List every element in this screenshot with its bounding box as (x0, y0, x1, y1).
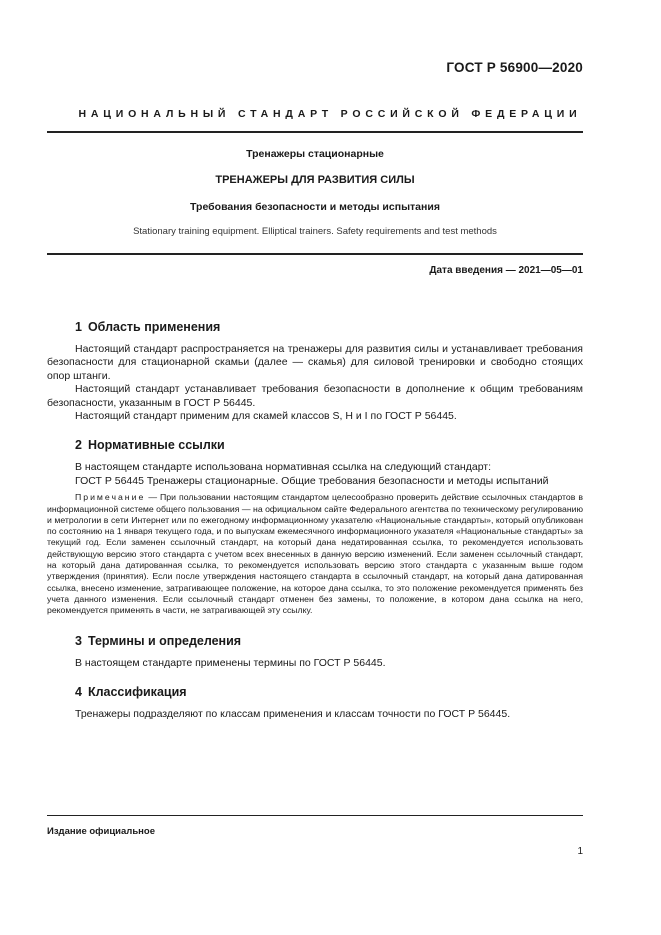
note-label: Примечание (75, 492, 146, 503)
section-4-title: Классификация (87, 684, 187, 699)
footer-divider (47, 815, 583, 816)
reference-note (47, 492, 583, 616)
document-title: ТРЕНАЖЕРЫ ДЛЯ РАЗВИТИЯ СИЛЫ (215, 174, 415, 186)
note-text: — При пользовании настоящим стандартом целесообразно проверить действие ссылочных стандартов в информационной системе общего пользования — на официальном сайте Федерального агентства по техническому регулированию и метрологии в сети Интернет или по ежегодному информационному указателю «Национальные стандарты», который опубликован по состоянию на 1 января текущего года, и по выпускам ежемесячного информационного указателя «Национальные стандарты» за текущий год. Если заменен ссылочный стандарт, на который дана недатированная ссылка, то рекомендуется использовать действующую версию этого стандарта с учетом всех внесенных в данную версию изменений. Если заменен ссылочный стандарт, на который дана датированная ссылка, то рекомендуется использовать версию этого стандарта с указанным выше годом утверждения (принятия). Если после утверждения настоящего стандарта в ссылочный стандарт, на который дана датированная ссылка, внесено изменение, затрагивающее положение, на которое дана ссылка, то это положение рекомендуется применять без учета данного изменения. Если ссылочный стандарт отменен без замены, то положение, в котором дана ссылка на него, рекомендуется применять в части, не затрагивающей эту ссылку. (47, 492, 583, 616)
title-subtitle-1: Тренажеры стационарные (246, 148, 384, 160)
section-2-number: 2 (75, 438, 82, 453)
section-3-number: 3 (75, 633, 82, 648)
section-4-number: 4 (75, 684, 82, 699)
section-1-paragraph-2: Настоящий стандарт устанавливает требования безопасности в дополнение к общим требованиям безопасности, указанным в ГОСТ Р 56445. (47, 383, 583, 409)
section-3-paragraph-1: В настоящем стандарте применены термины по ГОСТ Р 56445. (75, 656, 386, 669)
section-1-number: 1 (75, 320, 82, 334)
national-standard-banner: НАЦИОНАЛЬНЫЙ СТАНДАРТ РОССИЙСКОЙ ФЕДЕРАЦИИ (78, 108, 582, 120)
section-1-paragraph-3: Настоящий стандарт применим для скамей классов S, H и I по ГОСТ Р 56445. (75, 410, 457, 423)
document-body (47, 320, 583, 721)
section-1-heading (47, 320, 583, 334)
section-1-paragraph-1: Настоящий стандарт распространяется на тренажеры для развития силы и устанавливает требования безопасности для стационарной скамьи (далее — скамья) для силовой тренировки и свободно стоящих опор штанги. (47, 343, 583, 382)
section-4-paragraph-1: Тренажеры подразделяют по классам применения и классам точности по ГОСТ Р 56445. (75, 707, 511, 720)
section-3-title: Термины и определения (87, 633, 242, 648)
english-title: Stationary training equipment. Elliptical trainers. Safety requirements and test methods (133, 226, 497, 237)
section-2-heading (47, 438, 583, 452)
section-2-title: Нормативные ссылки (87, 438, 225, 453)
section-2-paragraph-1: В настоящем стандарте использована нормативная ссылка на следующий стандарт: (75, 461, 492, 474)
page-number: 1 (577, 846, 583, 857)
date-of-introduction: Дата введения — 2021—05—01 (429, 265, 583, 276)
official-edition-label: Издание официальное (47, 826, 155, 837)
section-1-title: Область применения (87, 320, 221, 334)
title-divider (47, 253, 583, 255)
section-4-heading (47, 685, 583, 699)
normative-reference: ГОСТ Р 56445 Тренажеры стационарные. Общие требования безопасности и методы испытаний (75, 474, 549, 487)
top-divider (47, 131, 583, 133)
section-3-heading (47, 634, 583, 648)
title-subtitle-2: Требования безопасности и методы испытания (190, 201, 440, 213)
standard-code: ГОСТ Р 56900—2020 (446, 60, 583, 75)
